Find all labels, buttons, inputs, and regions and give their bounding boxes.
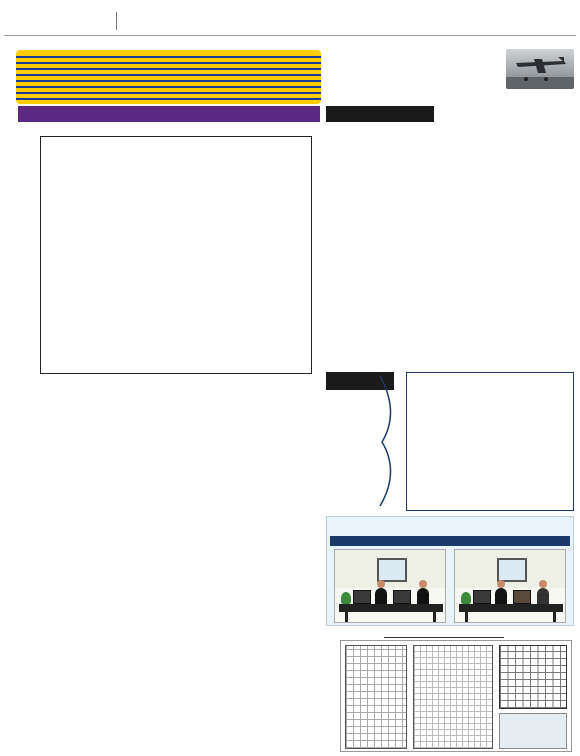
monitor-icon — [353, 590, 371, 604]
plant-icon — [341, 592, 351, 604]
solution-differences — [499, 713, 567, 749]
person-head-icon — [497, 580, 505, 588]
crossword-row-numbers — [6, 136, 20, 391]
header-rule — [4, 35, 576, 36]
monitor-icon — [513, 590, 531, 604]
solution-sudoku — [499, 645, 567, 709]
crossword-grid[interactable] — [40, 136, 312, 374]
crossword-column-numbers — [40, 124, 312, 134]
sudoku-grid[interactable] — [406, 372, 574, 511]
monitor-icon — [473, 590, 491, 604]
differences-picture-left[interactable] — [334, 549, 446, 623]
airplane-icon — [506, 49, 574, 89]
solution-word-search — [413, 645, 493, 749]
banner-stripes — [16, 50, 321, 104]
plant-icon — [461, 592, 471, 604]
solutions-panel — [340, 640, 572, 752]
desk-icon — [339, 604, 443, 612]
header-divider — [116, 12, 117, 30]
person-head-icon — [377, 580, 385, 588]
differences-picture-right[interactable] — [454, 549, 566, 623]
desk-icon — [459, 604, 563, 612]
word-search-word-list — [340, 136, 570, 178]
person-head-icon — [419, 580, 427, 588]
crossword-title — [18, 106, 320, 122]
page-header — [0, 0, 580, 40]
solution-crossword — [345, 645, 407, 749]
monitor-icon — [393, 590, 411, 604]
window-icon — [497, 558, 527, 582]
person-head-icon — [539, 580, 547, 588]
sudoku-arrow-icon — [378, 372, 406, 511]
solutions-title — [384, 628, 504, 638]
title-banner — [16, 50, 321, 104]
window-icon — [377, 558, 407, 582]
word-search-title — [326, 106, 434, 122]
word-search-grid[interactable] — [334, 180, 572, 352]
differences-subtitle — [330, 536, 570, 546]
airplane-photo — [506, 49, 574, 89]
